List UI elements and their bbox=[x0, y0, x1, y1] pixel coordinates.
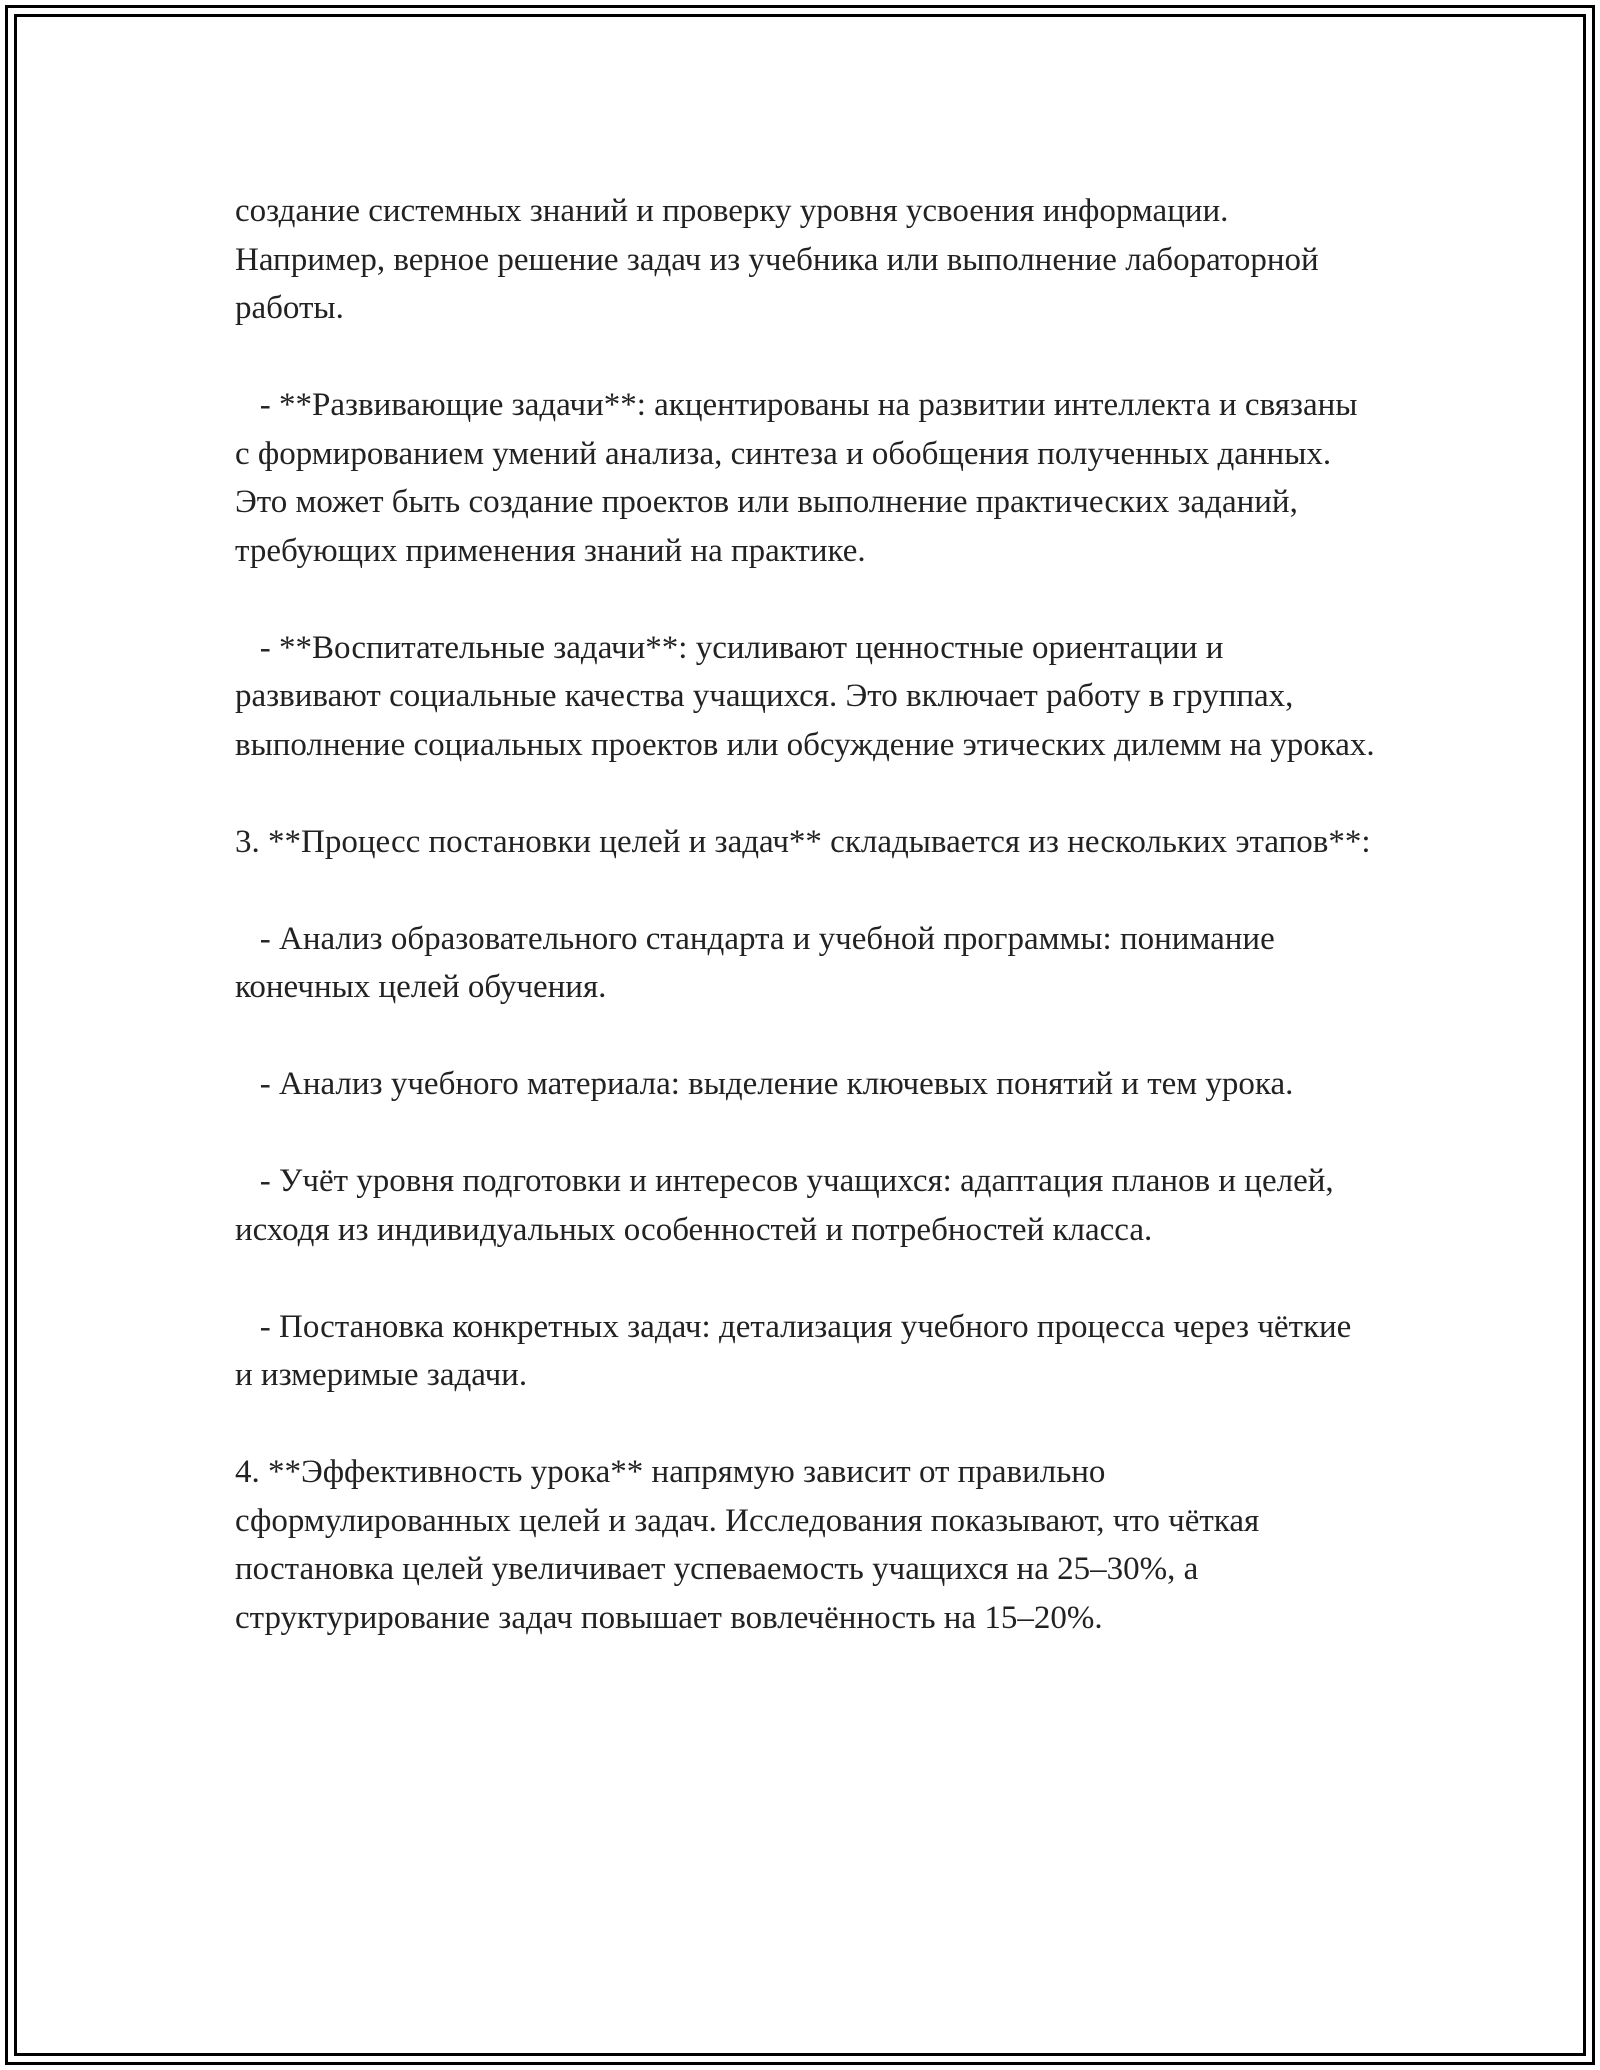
paragraph-lesson-effectiveness: 4. **Эффективность урока** напрямую зависит от правильно сформулированных целей и задач. Исследования показывают, что чёткая постановка целей увеличивает успеваемость учащихся на 25–30%, а структурирование задач повышает вовлечённость на 15–20%. bbox=[235, 1454, 1268, 1636]
paragraph-knowledge-tasks: создание системных знаний и проверку уровня усвоения информации. Например, верное решение задач из учебника или выполнение лабораторной работы. bbox=[235, 193, 1327, 326]
paragraph-student-level: - Учёт уровня подготовки и интересов учащихся: адаптация планов и целей, исходя из индивидуальных особенностей и потребностей класса. bbox=[235, 1163, 1342, 1248]
paragraph-specific-tasks: - Постановка конкретных задач: детализация учебного процесса через чёткие и измеримые задачи. bbox=[235, 1308, 1360, 1393]
document-body bbox=[235, 187, 1375, 1642]
paragraph-standard-analysis: - Анализ образовательного стандарта и учебной программы: понимание конечных целей обучения. bbox=[235, 920, 1283, 1005]
paragraph-material-analysis: - Анализ учебного материала: выделение ключевых понятий и тем урока. bbox=[235, 1066, 1294, 1102]
paragraph-goal-setting-process: 3. **Процесс постановки целей и задач** складывается из нескольких этапов**: bbox=[235, 823, 1371, 860]
paragraph-developing-tasks: - **Развивающие задачи**: акцентированы на развитии интеллекта и связаны с формированием умений анализа, синтеза и обобщения полученных данных. Это может быть создание проектов или выполнение практических заданий, требующих применения знаний на практике. bbox=[235, 387, 1366, 569]
paragraph-educational-tasks: - **Воспитательные задачи**: усиливают ценностные ориентации и развивают социальные качества учащихся. Это включает работу в группах, выполнение социальных проектов или обсуждение этических дилемм на уроках. bbox=[235, 629, 1375, 763]
